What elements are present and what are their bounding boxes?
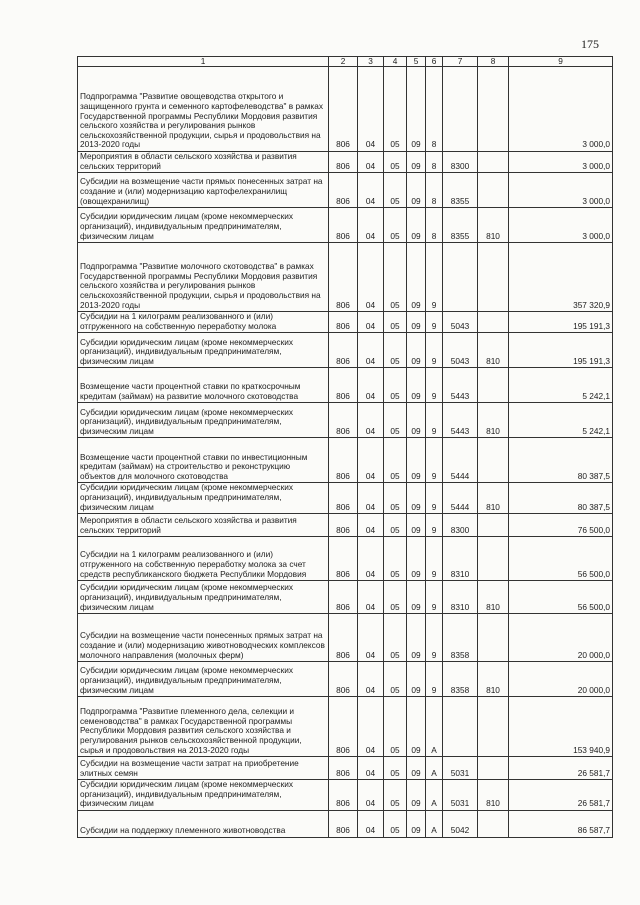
- table-row: [78, 537, 613, 581]
- row-code-cell: 05: [384, 333, 407, 368]
- row-code-cell: 09: [407, 403, 426, 438]
- header-cell: 6: [426, 57, 443, 67]
- row-description: Субсидии на поддержку племенного животноводства: [78, 810, 329, 837]
- row-code-cell: 04: [358, 152, 384, 173]
- row-code-cell: 09: [407, 208, 426, 243]
- row-description: Подпрограмма "Развитие молочного скотоводства" в рамках Государственной программы Республики Мордовия развития сельского хозяйства и регулирования рынков сельскохозяйственной продукции, сырья и продовольствия на 2013-2020 годы: [78, 243, 329, 312]
- row-code-cell: 04: [358, 483, 384, 514]
- header-cell: 2: [329, 57, 358, 67]
- row-amount: 26 581,7: [509, 780, 613, 811]
- row-description: Субсидии на возмещение части затрат на приобретение элитных семян: [78, 757, 329, 780]
- row-code-cell: 09: [407, 368, 426, 403]
- row-code-cell: 806: [329, 403, 358, 438]
- row-code-cell: 5444: [443, 483, 478, 514]
- row-code-cell: 806: [329, 697, 358, 757]
- row-description: Возмещение части процентной ставки по краткосрочным кредитам (займам) на развитие молочного скотоводства: [78, 368, 329, 403]
- row-code-cell: 5043: [443, 312, 478, 333]
- row-code-cell: 810: [478, 208, 509, 243]
- row-code-cell: 5042: [443, 810, 478, 837]
- row-code-cell: 806: [329, 333, 358, 368]
- row-code-cell: 09: [407, 514, 426, 537]
- row-code-cell: 05: [384, 173, 407, 208]
- row-code-cell: [478, 614, 509, 662]
- row-code-cell: 05: [384, 780, 407, 811]
- row-amount: 26 581,7: [509, 757, 613, 780]
- row-code-cell: 05: [384, 810, 407, 837]
- row-code-cell: 806: [329, 581, 358, 614]
- row-amount: 153 940,9: [509, 697, 613, 757]
- row-code-cell: [478, 810, 509, 837]
- row-code-cell: 9: [426, 537, 443, 581]
- row-code-cell: 05: [384, 312, 407, 333]
- row-code-cell: [478, 312, 509, 333]
- table-row: [78, 208, 613, 243]
- row-amount: 3 000,0: [509, 152, 613, 173]
- header-cell: 4: [384, 57, 407, 67]
- row-code-cell: 05: [384, 697, 407, 757]
- row-code-cell: А: [426, 810, 443, 837]
- row-code-cell: 5031: [443, 757, 478, 780]
- table-row: [78, 780, 613, 811]
- row-code-cell: 04: [358, 662, 384, 697]
- row-code-cell: 04: [358, 780, 384, 811]
- row-code-cell: 09: [407, 581, 426, 614]
- row-code-cell: 5031: [443, 780, 478, 811]
- row-description: Субсидии юридическим лицам (кроме некоммерческих организаций), индивидуальным предпринимателям, физическим лицам: [78, 581, 329, 614]
- row-code-cell: 09: [407, 483, 426, 514]
- row-code-cell: [478, 152, 509, 173]
- row-code-cell: 9: [426, 483, 443, 514]
- row-code-cell: 9: [426, 243, 443, 312]
- row-amount: 357 320,9: [509, 243, 613, 312]
- budget-table: [77, 56, 613, 838]
- row-code-cell: [478, 697, 509, 757]
- row-description: Возмещение части процентной ставки по инвестиционным кредитам (займам) на строительство и реконструкцию объектов для молочного скотоводства: [78, 438, 329, 483]
- row-code-cell: 9: [426, 438, 443, 483]
- row-code-cell: 05: [384, 757, 407, 780]
- row-description: Субсидии юридическим лицам (кроме некоммерческих организаций), индивидуальным предпринимателям, физическим лицам: [78, 208, 329, 243]
- row-amount: 80 387,5: [509, 438, 613, 483]
- row-code-cell: 806: [329, 483, 358, 514]
- row-code-cell: А: [426, 780, 443, 811]
- row-code-cell: 09: [407, 152, 426, 173]
- header-cell: 1: [78, 57, 329, 67]
- row-code-cell: 04: [358, 757, 384, 780]
- row-code-cell: 8358: [443, 662, 478, 697]
- row-code-cell: 5444: [443, 438, 478, 483]
- row-code-cell: [443, 697, 478, 757]
- row-code-cell: 04: [358, 208, 384, 243]
- row-amount: 5 242,1: [509, 368, 613, 403]
- row-code-cell: 09: [407, 67, 426, 152]
- row-code-cell: 04: [358, 312, 384, 333]
- row-amount: 56 500,0: [509, 537, 613, 581]
- row-code-cell: 04: [358, 333, 384, 368]
- row-code-cell: 09: [407, 697, 426, 757]
- row-code-cell: 09: [407, 438, 426, 483]
- row-code-cell: 8358: [443, 614, 478, 662]
- header-cell: 5: [407, 57, 426, 67]
- table-row: [78, 810, 613, 837]
- row-code-cell: 05: [384, 243, 407, 312]
- row-code-cell: 09: [407, 757, 426, 780]
- row-description: Субсидии на 1 килограмм реализованного и (или) отгруженного на собственную переработку молока: [78, 312, 329, 333]
- row-amount: 86 587,7: [509, 810, 613, 837]
- row-code-cell: 05: [384, 614, 407, 662]
- row-code-cell: 806: [329, 780, 358, 811]
- row-description: Субсидии на возмещение части понесенных прямых затрат на создание и (или) модернизацию животноводческих комплексов молочного направления (молочных ферм): [78, 614, 329, 662]
- row-code-cell: 5443: [443, 403, 478, 438]
- row-code-cell: 8: [426, 67, 443, 152]
- row-code-cell: 806: [329, 537, 358, 581]
- row-amount: 80 387,5: [509, 483, 613, 514]
- row-code-cell: 04: [358, 514, 384, 537]
- row-code-cell: 806: [329, 173, 358, 208]
- row-code-cell: 05: [384, 208, 407, 243]
- row-description: Субсидии юридическим лицам (кроме некоммерческих организаций), индивидуальным предпринимателям, физическим лицам: [78, 333, 329, 368]
- row-code-cell: [478, 537, 509, 581]
- row-description: Субсидии юридическим лицам (кроме некоммерческих организаций), индивидуальным предпринимателям, физическим лицам: [78, 483, 329, 514]
- row-code-cell: 8310: [443, 581, 478, 614]
- row-description: Субсидии на 1 килограмм реализованного и (или) отгруженного на собственную переработку молока за счет средств республиканского бюджета Республики Мордовия: [78, 537, 329, 581]
- header-cell: 8: [478, 57, 509, 67]
- row-code-cell: [478, 243, 509, 312]
- table-row: [78, 333, 613, 368]
- table-row: [78, 67, 613, 152]
- header-cell: 7: [443, 57, 478, 67]
- table-row: [78, 403, 613, 438]
- row-code-cell: 09: [407, 333, 426, 368]
- row-code-cell: 04: [358, 581, 384, 614]
- table-row: [78, 757, 613, 780]
- row-code-cell: 810: [478, 581, 509, 614]
- row-code-cell: 04: [358, 697, 384, 757]
- row-code-cell: 806: [329, 438, 358, 483]
- row-code-cell: 806: [329, 208, 358, 243]
- row-code-cell: 8310: [443, 537, 478, 581]
- row-code-cell: 8355: [443, 173, 478, 208]
- row-code-cell: 04: [358, 810, 384, 837]
- row-code-cell: 09: [407, 614, 426, 662]
- row-description: Подпрограмма "Развитие овощеводства открытого и защищенного грунта и семенного картофелеводства" в рамках Государственной программы Республики Мордовия развития сельского хозяйства и регулирования рынков сельскохозяйственной продукции, сырья и продовольствия на 2013-2020 годы: [78, 67, 329, 152]
- row-code-cell: 05: [384, 514, 407, 537]
- row-code-cell: 806: [329, 514, 358, 537]
- row-code-cell: 9: [426, 312, 443, 333]
- row-description: Субсидии юридическим лицам (кроме некоммерческих организаций), индивидуальным предпринимателям, физическим лицам: [78, 662, 329, 697]
- row-code-cell: 9: [426, 368, 443, 403]
- row-code-cell: 09: [407, 810, 426, 837]
- row-code-cell: [443, 67, 478, 152]
- row-amount: 20 000,0: [509, 662, 613, 697]
- row-code-cell: 09: [407, 243, 426, 312]
- row-code-cell: 810: [478, 662, 509, 697]
- row-code-cell: 9: [426, 581, 443, 614]
- row-code-cell: 09: [407, 173, 426, 208]
- row-code-cell: 04: [358, 403, 384, 438]
- row-code-cell: 09: [407, 312, 426, 333]
- row-code-cell: [443, 243, 478, 312]
- row-code-cell: 05: [384, 581, 407, 614]
- row-code-cell: А: [426, 757, 443, 780]
- table-row: [78, 152, 613, 173]
- row-description: Мероприятия в области сельского хозяйства и развития сельских территорий: [78, 152, 329, 173]
- row-code-cell: 05: [384, 368, 407, 403]
- row-code-cell: 8: [426, 173, 443, 208]
- row-amount: 76 500,0: [509, 514, 613, 537]
- row-amount: 56 500,0: [509, 581, 613, 614]
- row-code-cell: 05: [384, 537, 407, 581]
- table-header-row: [78, 57, 613, 67]
- row-code-cell: 8: [426, 208, 443, 243]
- row-code-cell: 810: [478, 483, 509, 514]
- table-row: [78, 697, 613, 757]
- row-code-cell: 806: [329, 757, 358, 780]
- table-row: [78, 581, 613, 614]
- row-description: Субсидии на возмещение части прямых понесенных затрат на создание и (или) модернизацию картофелехранилищ (овощехранилищ): [78, 173, 329, 208]
- table-row: [78, 243, 613, 312]
- row-code-cell: 9: [426, 514, 443, 537]
- row-code-cell: А: [426, 697, 443, 757]
- row-code-cell: 806: [329, 368, 358, 403]
- row-code-cell: 806: [329, 312, 358, 333]
- row-code-cell: 806: [329, 614, 358, 662]
- row-code-cell: 810: [478, 333, 509, 368]
- row-code-cell: 8300: [443, 152, 478, 173]
- row-code-cell: 5443: [443, 368, 478, 403]
- row-code-cell: 810: [478, 403, 509, 438]
- row-code-cell: 8355: [443, 208, 478, 243]
- table-row: [78, 614, 613, 662]
- row-code-cell: 05: [384, 152, 407, 173]
- row-code-cell: 9: [426, 403, 443, 438]
- table-row: [78, 173, 613, 208]
- row-description: Мероприятия в области сельского хозяйства и развития сельских территорий: [78, 514, 329, 537]
- row-code-cell: 04: [358, 614, 384, 662]
- row-code-cell: [478, 438, 509, 483]
- row-amount: 20 000,0: [509, 614, 613, 662]
- row-code-cell: [478, 173, 509, 208]
- row-code-cell: 806: [329, 662, 358, 697]
- row-code-cell: 05: [384, 662, 407, 697]
- row-code-cell: 806: [329, 67, 358, 152]
- row-code-cell: 05: [384, 438, 407, 483]
- table-row: [78, 312, 613, 333]
- row-amount: 195 191,3: [509, 312, 613, 333]
- page-number: 175: [581, 37, 599, 51]
- row-amount: 195 191,3: [509, 333, 613, 368]
- row-code-cell: 806: [329, 810, 358, 837]
- table-row: [78, 514, 613, 537]
- row-code-cell: 09: [407, 662, 426, 697]
- table-row: [78, 662, 613, 697]
- row-code-cell: 05: [384, 67, 407, 152]
- row-code-cell: 8: [426, 152, 443, 173]
- row-amount: 5 242,1: [509, 403, 613, 438]
- row-code-cell: [478, 368, 509, 403]
- row-code-cell: [478, 757, 509, 780]
- table-row: [78, 368, 613, 403]
- row-code-cell: [478, 67, 509, 152]
- row-code-cell: 05: [384, 483, 407, 514]
- row-code-cell: 8300: [443, 514, 478, 537]
- row-amount: 3 000,0: [509, 67, 613, 152]
- row-code-cell: 04: [358, 67, 384, 152]
- row-code-cell: 5043: [443, 333, 478, 368]
- row-code-cell: 09: [407, 780, 426, 811]
- row-description: Субсидии юридическим лицам (кроме некоммерческих организаций), индивидуальным предпринимателям, физическим лицам: [78, 780, 329, 811]
- row-code-cell: 05: [384, 403, 407, 438]
- row-code-cell: 04: [358, 438, 384, 483]
- row-code-cell: 810: [478, 780, 509, 811]
- table-row: [78, 438, 613, 483]
- row-code-cell: 806: [329, 243, 358, 312]
- header-cell: 9: [509, 57, 613, 67]
- row-code-cell: 04: [358, 173, 384, 208]
- row-code-cell: 9: [426, 662, 443, 697]
- row-description: Подпрограмма "Развитие племенного дела, селекции и семеноводства" в рамках Государственной программы Республики Мордовия развития сельского хозяйства и регулирования рынков сельскохозяйственной продукции, сырья и продовольствия на 2013-2020 годы: [78, 697, 329, 757]
- row-code-cell: 806: [329, 152, 358, 173]
- row-code-cell: 9: [426, 333, 443, 368]
- table-row: [78, 483, 613, 514]
- row-code-cell: 04: [358, 368, 384, 403]
- row-code-cell: [478, 514, 509, 537]
- row-code-cell: 9: [426, 614, 443, 662]
- row-code-cell: 04: [358, 537, 384, 581]
- row-code-cell: 09: [407, 537, 426, 581]
- row-description: Субсидии юридическим лицам (кроме некоммерческих организаций), индивидуальным предпринимателям, физическим лицам: [78, 403, 329, 438]
- header-cell: 3: [358, 57, 384, 67]
- row-amount: 3 000,0: [509, 208, 613, 243]
- row-code-cell: 04: [358, 243, 384, 312]
- row-amount: 3 000,0: [509, 173, 613, 208]
